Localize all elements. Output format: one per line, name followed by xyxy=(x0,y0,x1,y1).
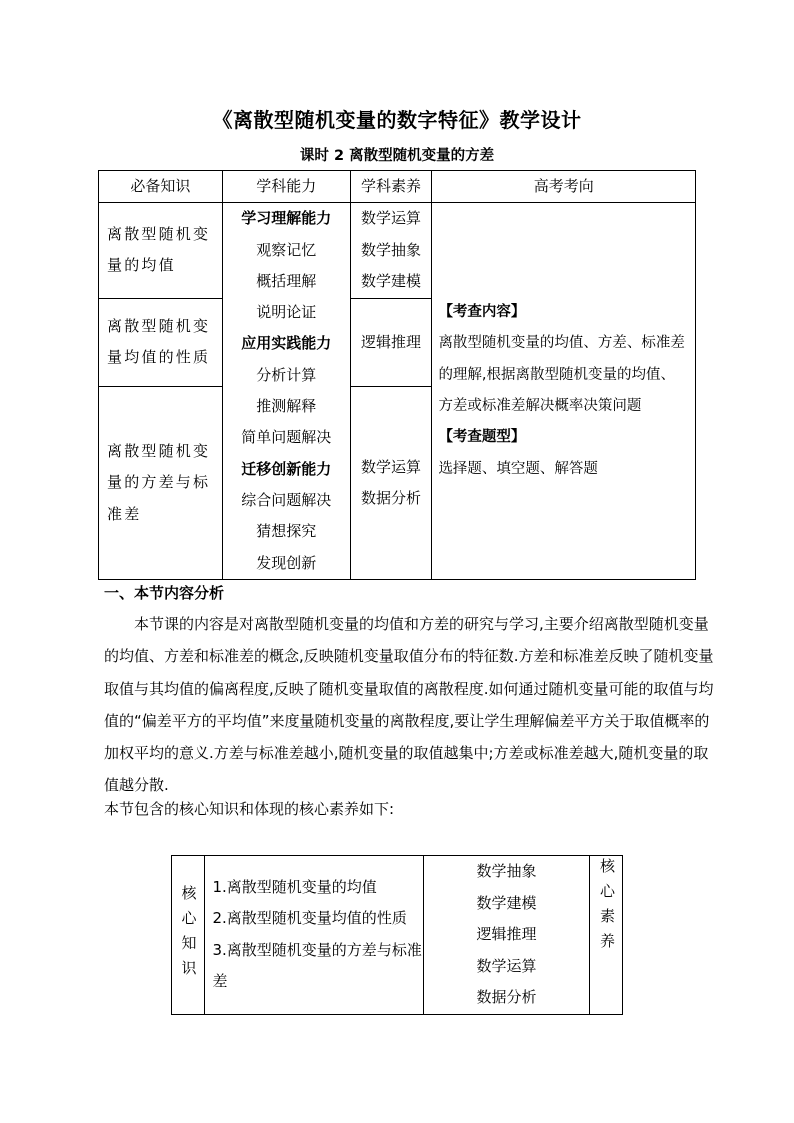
ability-cell xyxy=(222,203,350,580)
core-knowledge-list xyxy=(204,856,423,1015)
header-literacy: 学科素养 xyxy=(350,171,432,203)
document-subtitle: 课时 2 离散型随机变量的方差 xyxy=(299,148,495,164)
header-ability: 学科能力 xyxy=(222,171,350,203)
exam-cell xyxy=(432,203,696,580)
ability-item: 猜想探究 xyxy=(256,522,317,541)
overview-table xyxy=(98,170,696,580)
knowledge-cell: 离散型随机变量均值的性质 xyxy=(99,298,223,386)
literacy-cell xyxy=(350,387,432,580)
core-literacy-item: 数学抽象 xyxy=(476,862,537,880)
ability-item: 简单问题解决 xyxy=(241,428,332,447)
ability-heading: 学习理解能力 xyxy=(241,209,332,228)
document-title: 《离散型随机变量的数字特征》教学设计 xyxy=(212,108,582,132)
header-knowledge: 必备知识 xyxy=(99,171,223,203)
overview-table-row xyxy=(99,203,696,298)
core-knowledge-label xyxy=(172,856,205,1015)
overview-table-header-row xyxy=(99,171,696,203)
knowledge-cell: 离散型随机变量的均值 xyxy=(99,203,223,298)
knowledge-cell: 离散型随机变量的方差与标准差 xyxy=(99,387,223,580)
core-knowledge-label-text: 核心知识 xyxy=(179,884,198,985)
section-paragraph xyxy=(104,608,722,802)
core-literacy-item: 数学建模 xyxy=(476,893,537,912)
ability-item: 分析计算 xyxy=(256,365,317,384)
core-literacy-item: 数据分析 xyxy=(476,988,537,1006)
core-knowledge-item: 2.离散型随机变量均值的性质 xyxy=(212,909,407,928)
core-knowledge-item: 3.离散型随机变量的方差与标准差 xyxy=(212,940,422,991)
ability-item: 观察记忆 xyxy=(256,240,317,259)
exam-content-text: 离散型随机变量的均值、方差、标准差的理解,根据离散型随机变量的均值、方差或标准差解决概率决策问题 xyxy=(438,335,685,415)
section-heading: 一、本节内容分析 xyxy=(104,584,225,602)
ability-item: 发现创新 xyxy=(256,553,317,572)
core-literacy-label-text: 核心素养 xyxy=(597,858,616,958)
exam-content-heading: 【考查内容】 xyxy=(438,304,526,321)
core-table xyxy=(171,855,623,1015)
literacy-cell xyxy=(350,203,432,298)
core-literacy-list xyxy=(423,856,590,1015)
literacy-item: 数学运算 xyxy=(361,209,422,228)
ability-heading: 迁移创新能力 xyxy=(241,459,332,478)
intro-line: 本节包含的核心知识和体现的核心素养如下: xyxy=(104,800,395,818)
core-knowledge-item: 1.离散型随机变量的均值 xyxy=(212,877,377,896)
ability-item: 概括理解 xyxy=(256,271,317,290)
core-literacy-item: 数学运算 xyxy=(476,956,537,975)
core-literacy-label xyxy=(590,856,623,1015)
ability-item: 说明论证 xyxy=(256,303,317,322)
exam-type-text: 选择题、填空题、解答题 xyxy=(438,460,598,477)
core-literacy-item: 逻辑推理 xyxy=(476,925,537,943)
exam-type-heading: 【考查题型】 xyxy=(438,429,526,446)
literacy-item: 数学运算 xyxy=(361,457,422,476)
ability-item: 综合问题解决 xyxy=(241,490,332,509)
paragraph-text: 本节课的内容是对离散型随机变量的均值和方差的研究与学习,主要介绍离散型随机变量的均值、方差和标准差的概念,反映随机变量取值分布的特征数.方差和标准差反映了随机变量取值与其均值的偏离程度,反映了随机变量取值的离散程度.如何通过随机变量可能的取值与均值的“偏差平方的平均值”来度量随机变量的离散程度,要让学生理解偏差平方关于取值概率的加权平均的意义.方差与标准差越小,随机变量的取值越集中;方差或标准差越大,随机变量的取值越分散. xyxy=(104,615,714,795)
core-table-row xyxy=(172,856,623,1015)
header-exam: 高考考向 xyxy=(432,171,696,203)
literacy-item: 数据分析 xyxy=(361,488,422,507)
literacy-item: 数学抽象 xyxy=(361,240,422,259)
literacy-item: 逻辑推理 xyxy=(361,332,422,351)
literacy-item: 数学建模 xyxy=(361,271,422,290)
ability-heading: 应用实践能力 xyxy=(241,334,332,353)
literacy-cell xyxy=(350,298,432,386)
ability-item: 推测解释 xyxy=(256,397,317,416)
